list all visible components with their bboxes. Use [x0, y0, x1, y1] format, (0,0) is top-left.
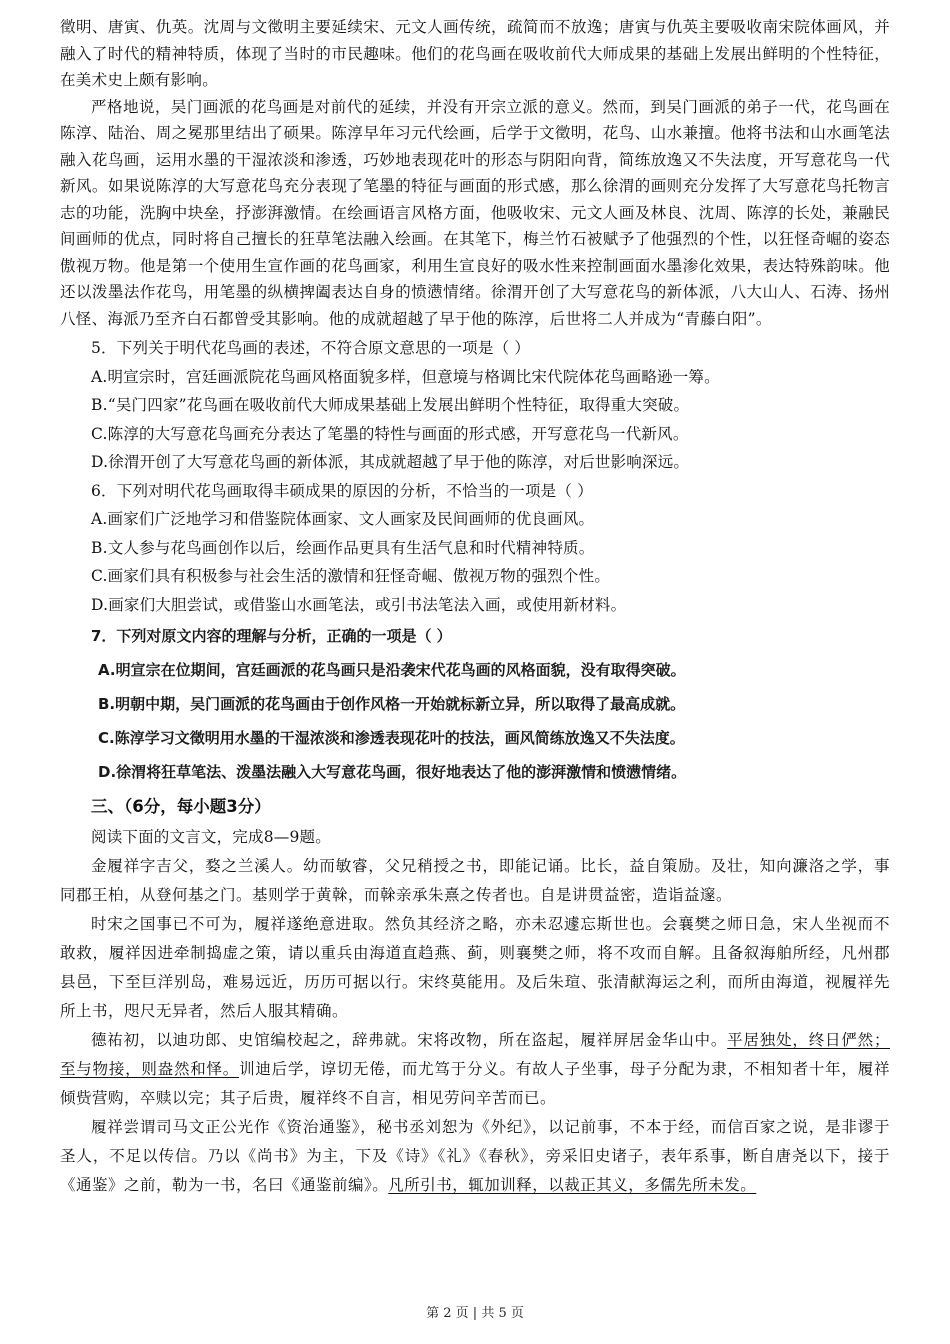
classical-paragraph-3-text-b: 训迪后学，谆切无倦，而尤笃于分义。有故人子坐事，母子分配为隶，不相知者十年，履祥倾赀营购，卒赎以完；其子后贵，履祥终不自言，相见劳问辛苦而已。: [60, 1059, 890, 1107]
question-7-option-d: D.徐渭将狂草笔法、泼墨法融入大写意花鸟画，很好地表达了他的澎湃激情和愤懑情绪。: [98, 763, 687, 781]
underlined-sentence-1: 平居独处，终日俨然；至与物接，则盎然和怿。: [60, 1030, 890, 1078]
section-3-instruction: 阅读下面的文言文，完成8—9题。: [91, 828, 331, 846]
question-7-option-a: A.明宣宗在位期间，宫廷画派的花鸟画只是沿袭宋代花鸟画的风格面貌，没有取得突破。: [98, 661, 686, 679]
question-6-option-b: B.文人参与花鸟画创作以后，绘画作品更具有生活气息和时代精神特质。: [91, 538, 595, 557]
section-3-heading: 三、（6分，每小题3分）: [91, 797, 271, 816]
classical-paragraph-4-text-a: 履祥尝谓司马文正公光作《资治通鉴》，秘书丞刘恕为《外纪》，以记前事，不本于经，而信百家之说，是非谬于圣人，不足以传信。乃以《尚书》为主，下及《诗》《礼》《春秋》，旁采旧史诸子，表年系事，断自唐尧以下，接于《通鉴》之前，勒为一书，名曰《通鉴前编》。: [60, 1117, 890, 1194]
question-6-option-c: C.画家们具有积极参与社会生活的激情和狂怪奇崛、傲视万物的强烈个性。: [91, 567, 611, 585]
question-6: [60, 477, 890, 620]
question-5-stem: 5．下列关于明代花鸟画的表述，不符合原文意思的一项是（ ）: [91, 339, 531, 357]
question-5: [60, 334, 890, 477]
exam-page: [60, 14, 890, 1200]
classical-paragraph-3: [60, 1026, 890, 1113]
classical-text: [60, 852, 890, 1200]
question-6-option-d: D.画家们大胆尝试，或借鉴山水画笔法，或引书法笔法入画，或使用新材料。: [91, 595, 627, 614]
passage-paragraph-2: 严格地说，吴门画派的花鸟画是对前代的延续，并没有开宗立派的意义。然而，到吴门画派的弟子一代，花鸟画在陈淳、陆治、周之冕那里结出了硕果。陈淳早年习元代绘画，后学于文徵明，花鸟、山水兼擅。他将书法和山水画笔法融入花鸟画，运用水墨的干湿浓淡和渗透，巧妙地表现花叶的形态与阴阳向背，简练放逸又不失法度，开写意花鸟一代新风。如果说陈淳的大写意花鸟充分表现了笔墨的特征与画面的形式感，那么徐渭的画则充分发挥了大写意花鸟托物言志的功能，洗胸中块垒，抒澎湃激情。在绘画语言风格方面，他吸收宋、元文人画及林良、沈周、陈淳的长处，兼融民间画师的优点，同时将自己擅长的狂草笔法融入绘画。在其笔下，梅兰竹石被赋予了他强烈的个性，以狂怪奇崛的姿态傲视万物。他是第一个使用生宣作画的花鸟画家，利用生宣良好的吸水性来控制画面水墨渗化效果，表达特殊韵味。他还以泼墨法作花鸟，用笔墨的纵横捭阖表达自身的愤懑情绪。徐渭开创了大写意花鸟的新体派，八大山人、石涛、扬州八怪、海派乃至齐白石都曾受其影响。他的成就超越了早于他的陈淳，后世将二人并成为“青藤白阳”。: [60, 97, 890, 328]
question-5-option-c: C.陈淳的大写意花鸟画充分表达了笔墨的特性与画面的形式感，开写意花鸟一代新风。: [91, 424, 689, 443]
question-5-option-d: D.徐渭开创了大写意花鸟画的新体派，其成就超越了早于他的陈淳，对后世影响深远。: [91, 453, 690, 471]
classical-paragraph-1: 金履祥字吉父，婺之兰溪人。幼而敏睿，父兄稍授之书，即能记诵。比长，益自策励。及壮，知向濂洛之学，事同郡王柏，从登何基之门。基则学于黄榦，而榦亲承朱熹之传者也。自是讲贯益密，造诣益邃。: [60, 856, 890, 904]
question-7-option-b: B.明朝中期，吴门画派的花鸟画由于创作风格一开始就标新立异，所以取得了最高成就。: [98, 695, 686, 713]
question-7-stem: 7．下列对原文内容的理解与分析，正确的一项是（ ）: [91, 627, 452, 645]
passage-paragraph-1: 徵明、唐寅、仇英。沈周与文徵明主要延续宋、元文人画传统，疏简而不放逸；唐寅与仇英主要吸收南宋院体画风，并融入了时代的精神特质，体现了当时的市民趣味。他们的花鸟画在吸收前代大师成果的基础上发展出鲜明的个性特征，在美术史上颇有影响。: [60, 18, 890, 89]
question-6-option-a: A.画家们广泛地学习和借鉴院体画家、文人画家及民间画师的优良画风。: [91, 510, 595, 528]
classical-paragraph-4: [60, 1113, 890, 1200]
question-7: [60, 619, 890, 789]
question-7-option-c: C.陈淳学习文徵明用水墨的干湿浓淡和渗透表现花叶的技法，画风简练放逸又不失法度。: [98, 729, 685, 747]
classical-paragraph-2: 时宋之国事已不可为，履祥遂绝意进取。然负其经济之略，亦未忍遽忘斯世也。会襄樊之师日急，宋人坐视而不敢救，履祥因进牵制捣虚之策，请以重兵由海道直趋燕、蓟，则襄樊之师，将不攻而自解。且备叙海舶所经，凡州郡县邑，下至巨洋别岛，难易远近，历历可据以行。宋终莫能用。及后朱瑄、张清献海运之利，而所由海道，视履祥先所上书，咫尺无异者，然后人服其精确。: [60, 914, 890, 1020]
question-5-option-a: A.明宣宗时，宫廷画派院花鸟画风格面貌多样，但意境与格调比宋代院体花鸟画略逊一筹。: [91, 367, 720, 386]
question-6-stem: 6．下列对明代花鸟画取得丰硕成果的原因的分析，不恰当的一项是（ ）: [91, 481, 593, 500]
question-5-option-b: B.“吴门四家”花鸟画在吸收前代大师成果基础上发展出鲜明个性特征，取得重大突破。: [91, 396, 690, 414]
underlined-sentence-2: 凡所引书，辄加训释，以裁正其义，多儒先所未发。: [388, 1175, 757, 1194]
classical-paragraph-3-text-a: 德祐初，以迪功郎、史馆编校起之，辞弗就。宋将改物，所在盗起，履祥屏居金华山中。: [91, 1030, 728, 1049]
page-footer: 第 2 页 | 共 5 页: [426, 1306, 524, 1321]
